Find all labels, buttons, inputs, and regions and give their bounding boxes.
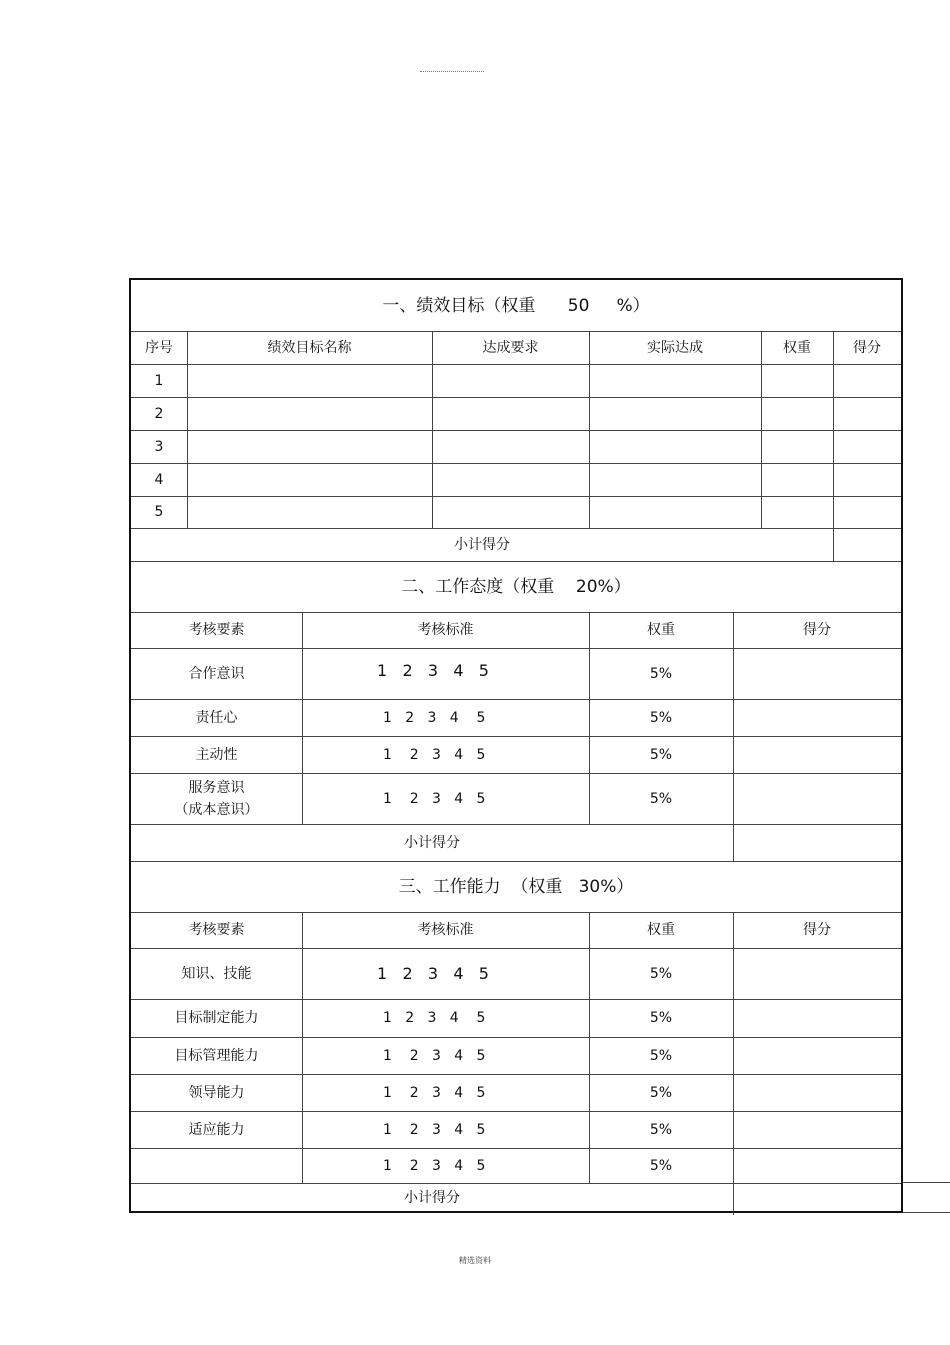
s3-weight: 5% xyxy=(649,1047,673,1064)
s3-scale: 1 2 3 4 5 xyxy=(383,1157,486,1174)
s3-factor: 知识、技能 xyxy=(181,965,252,982)
s1-header-score: 得分 xyxy=(853,339,881,356)
s3-header-weight: 权重 xyxy=(647,922,675,938)
s2-header-standard: 考核标准 xyxy=(417,622,474,638)
s3-factor: 目标制定能力 xyxy=(174,1010,259,1026)
s3-weight: 5% xyxy=(649,1010,673,1026)
s3-factor xyxy=(131,1148,302,1183)
s2-factor: 服务意识 （成本意识） xyxy=(174,779,259,818)
s3-scale: 1 2 3 4 5 xyxy=(383,1047,486,1064)
top-dotted-line xyxy=(420,71,484,72)
s3-header-standard: 考核标准 xyxy=(417,922,474,938)
s1-row-index: 3 xyxy=(154,438,164,455)
s3-scale: 1 2 3 4 5 xyxy=(377,963,489,983)
footer-note: 精选资料 xyxy=(459,1256,491,1265)
s1-header-requirement: 达成要求 xyxy=(482,339,539,356)
section1-title: 一、绩效目标（权重 50 %） xyxy=(382,295,650,316)
s2-header-score: 得分 xyxy=(803,622,831,638)
s2-factor: 责任心 xyxy=(195,709,238,726)
s2-weight: 5% xyxy=(649,746,673,763)
s3-header-factor: 考核要素 xyxy=(188,922,245,938)
subtotal-extension-top xyxy=(903,1182,950,1183)
s3-scale: 1 2 3 4 5 xyxy=(383,1121,486,1138)
s2-subtotal-label: 小计得分 xyxy=(404,834,460,851)
s2-weight: 5% xyxy=(649,665,673,682)
s2-scale: 1 2 3 4 5 xyxy=(383,709,486,726)
s2-scale: 1 2 3 4 5 xyxy=(377,660,489,680)
s2-header-factor: 考核要素 xyxy=(188,622,245,638)
s3-weight: 5% xyxy=(649,1121,673,1138)
s3-factor: 适应能力 xyxy=(188,1121,245,1138)
s2-factor: 主动性 xyxy=(195,746,238,763)
s3-scale: 1 2 3 4 5 xyxy=(383,1084,486,1101)
s2-scale: 1 2 3 4 5 xyxy=(383,746,486,763)
s1-row-index: 2 xyxy=(154,405,164,422)
subtotal-extension-bottom xyxy=(903,1212,950,1213)
section2-title: 二、工作态度（权重 20%） xyxy=(401,576,631,597)
s3-header-score: 得分 xyxy=(803,922,831,938)
s3-factor: 目标管理能力 xyxy=(174,1047,259,1064)
s1-row-index: 5 xyxy=(154,504,164,520)
s3-factor: 领导能力 xyxy=(188,1084,245,1101)
s1-header-index: 序号 xyxy=(145,339,173,356)
s1-row-index: 4 xyxy=(154,471,164,488)
s3-weight: 5% xyxy=(649,1157,673,1174)
s3-weight: 5% xyxy=(649,1084,673,1101)
s1-subtotal-label: 小计得分 xyxy=(454,536,510,553)
s3-subtotal-label: 小计得分 xyxy=(404,1190,460,1206)
s1-row-index: 1 xyxy=(154,372,164,389)
s3-weight: 5% xyxy=(649,965,673,982)
s2-factor: 合作意识 xyxy=(188,665,245,682)
s2-header-weight: 权重 xyxy=(647,622,675,638)
section3-title: 三、工作能力 （权重 30%） xyxy=(398,876,634,897)
s3-scale: 1 2 3 4 5 xyxy=(383,1010,486,1026)
s1-header-actual: 实际达成 xyxy=(647,339,703,356)
s2-scale: 1 2 3 4 5 xyxy=(383,790,486,807)
s1-header-goal-name: 绩效目标名称 xyxy=(267,339,352,356)
s2-weight: 5% xyxy=(649,790,673,807)
s1-header-weight: 权重 xyxy=(783,339,811,356)
s2-weight: 5% xyxy=(649,709,673,726)
evaluation-form xyxy=(129,278,903,1213)
